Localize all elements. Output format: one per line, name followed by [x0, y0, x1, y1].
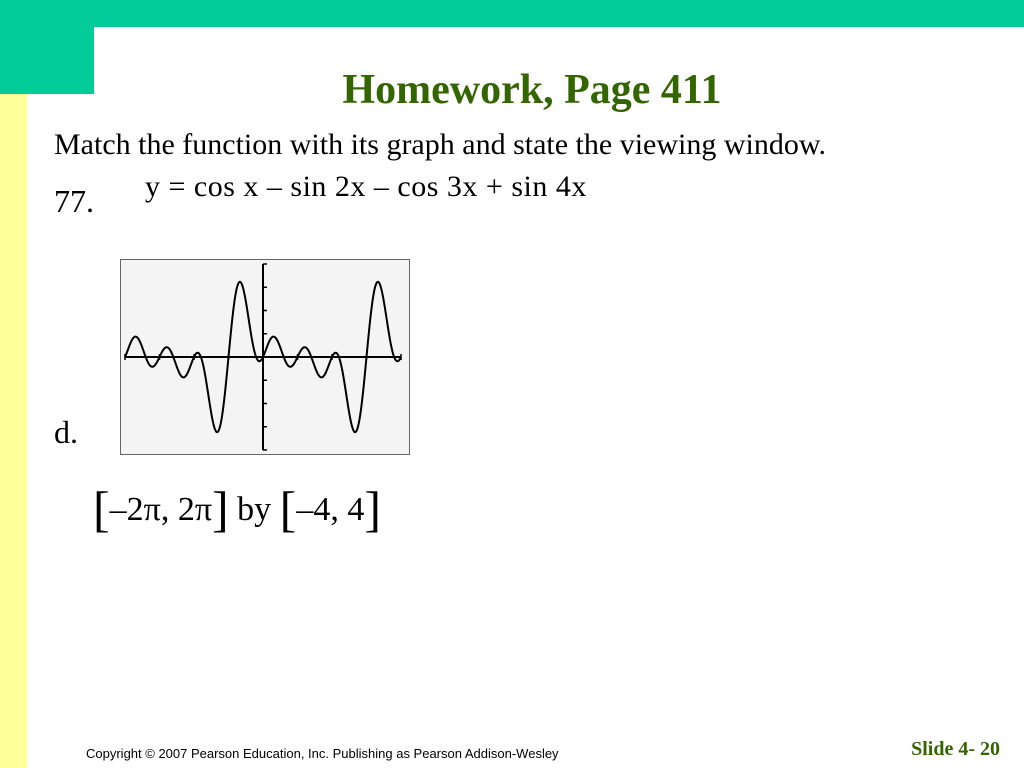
function-equation: [145, 170, 587, 204]
left-bracket: [: [93, 481, 110, 537]
slide-title: Homework, Page 411: [342, 67, 722, 113]
right-bracket-2: ]: [364, 481, 381, 537]
problem-number: 77.: [54, 183, 94, 219]
slide-number: Slide 4- 20: [911, 738, 1000, 760]
viewing-window: [93, 480, 381, 538]
calculator-graph: [120, 259, 410, 455]
equation-text: y = cos x – sin 2x – cos 3x + sin 4x: [145, 170, 587, 203]
instruction-text: Match the function with its graph and state the viewing window.: [54, 128, 827, 161]
graph-svg: [121, 260, 409, 454]
x-range: –2π, 2π: [109, 491, 212, 528]
copyright-notice: Copyright © 2007 Pearson Education, Inc. Publishing as Pearson Addison-Wesley: [86, 746, 559, 761]
left-bracket-2: [: [279, 481, 297, 537]
window-connector: by: [237, 491, 272, 528]
left-sidebar-band: [0, 0, 27, 768]
right-bracket: ]: [212, 481, 229, 537]
top-header-band: [0, 0, 1024, 27]
y-range: –4, 4: [296, 491, 365, 528]
answer-choice-label: d.: [54, 414, 78, 450]
